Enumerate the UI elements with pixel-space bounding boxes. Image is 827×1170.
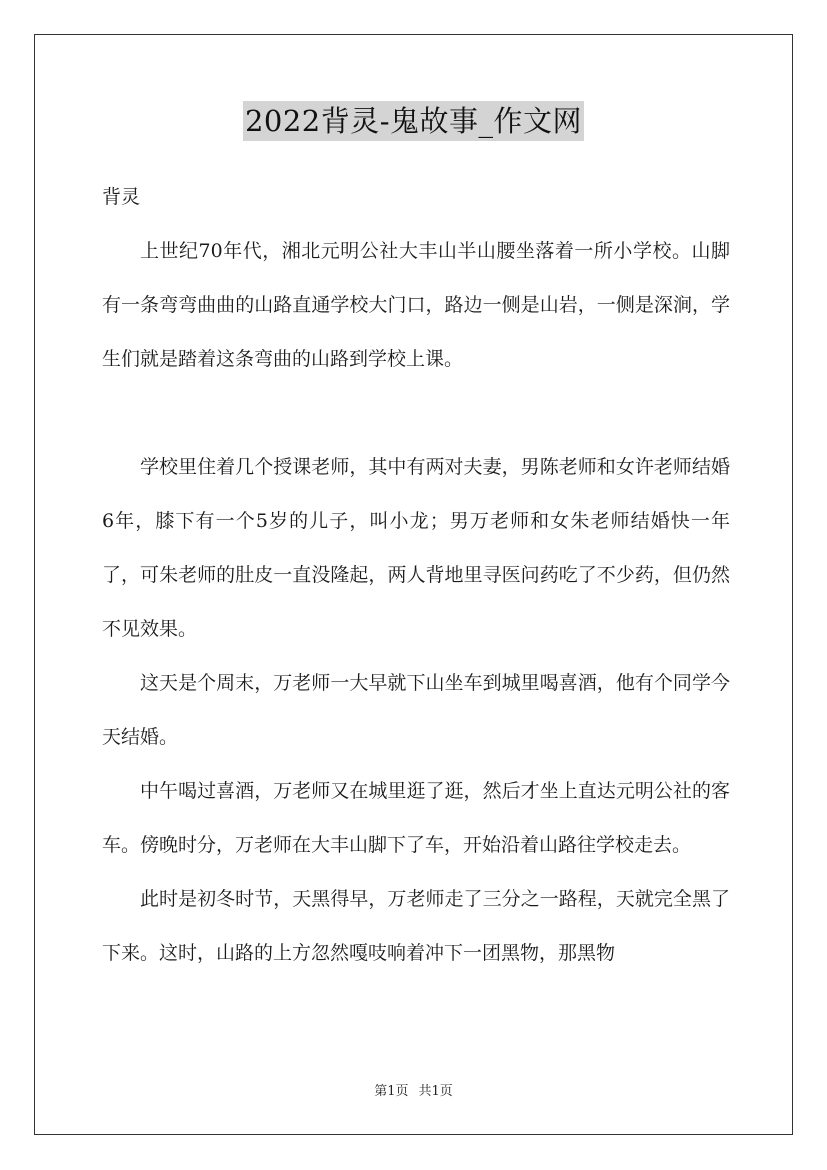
paragraph: 这天是个周末，万老师一大早就下山坐车到城里喝喜酒，他有个同学今天结婚。 <box>102 672 730 748</box>
title-container <box>0 101 827 141</box>
paragraph: 中午喝过喜酒，万老师又在城里逛了逛，然后才坐上直达元明公社的客车。傍晚时分，万老师在大丰山脚下了车，开始沿着山路往学校走去。 <box>102 780 730 856</box>
page-footer <box>0 1083 827 1101</box>
document-body <box>102 170 730 980</box>
page-number: 第1页 <box>374 1084 409 1099</box>
paragraph: 上世纪70年代，湘北元明公社大丰山半山腰坐落着一所小学校。山脚有一条弯弯曲曲的山路直通学校大门口，路边一侧是山岩，一侧是深涧，学生们就是踏着这条弯曲的山路到学校上课。 <box>102 240 730 370</box>
paragraph: 此时是初冬时节，天黑得早，万老师走了三分之一路程，天就完全黑了下来。这时，山路的上方忽然嘎吱响着冲下一团黑物，那黑物 <box>102 888 730 964</box>
document-title: 2022背灵-鬼故事_作文网 <box>243 101 584 141</box>
subtitle: 背灵 <box>102 186 141 208</box>
paragraph: 学校里住着几个授课老师，其中有两对夫妻，男陈老师和女许老师结婚6年，膝下有一个5岁的儿子，叫小龙；男万老师和女朱老师结婚快一年了，可朱老师的肚皮一直没隆起，两人背地里寻医问药吃了不少药，但仍然不见效果。 <box>102 456 730 640</box>
blank-line <box>102 386 730 440</box>
page-total: 共1页 <box>418 1084 453 1099</box>
